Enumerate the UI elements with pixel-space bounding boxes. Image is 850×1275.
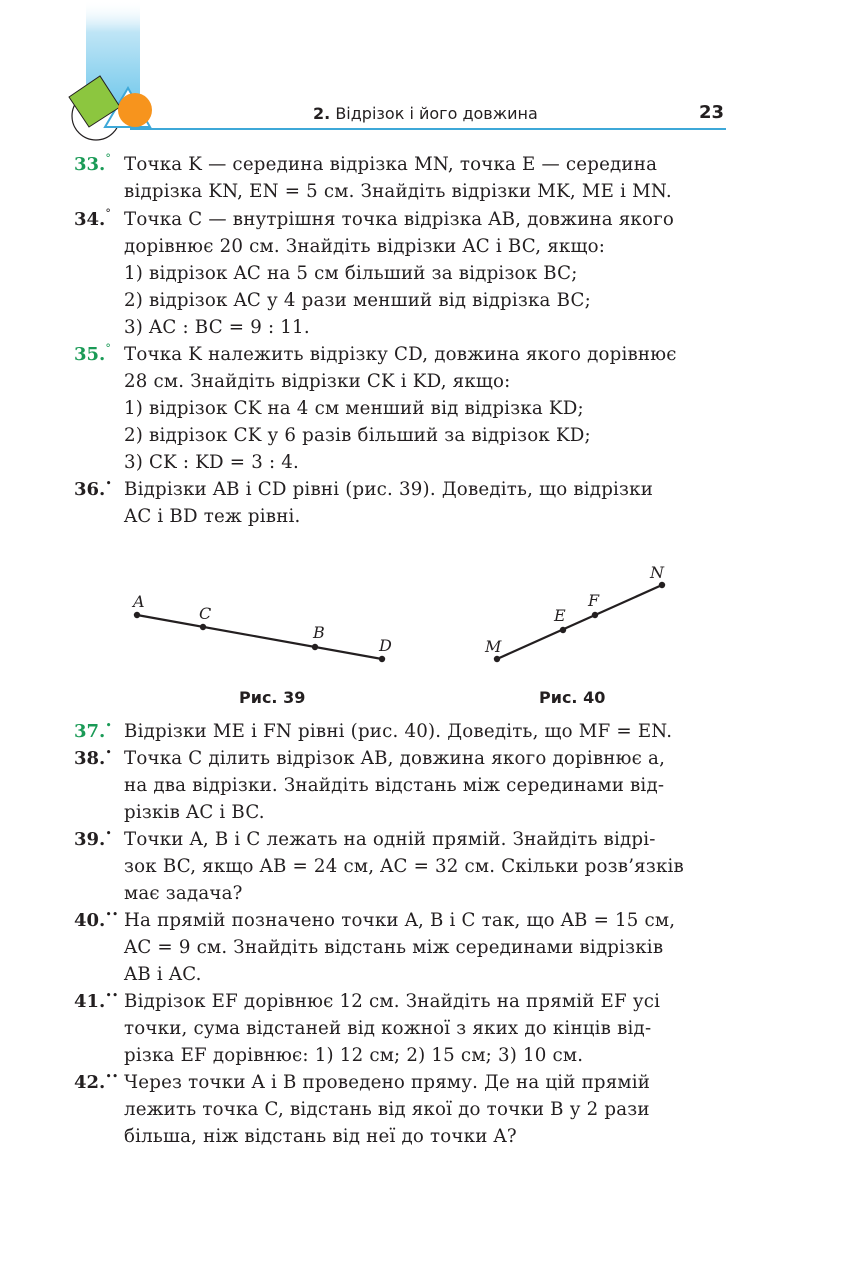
segment-mn bbox=[497, 585, 662, 659]
problem-line: Відрізки ME і FN рівні (рис. 40). Доведіть, що MF = EN. bbox=[124, 721, 673, 742]
problem-text bbox=[124, 206, 728, 341]
label-e: E bbox=[554, 606, 566, 625]
header-rule bbox=[130, 128, 726, 130]
problem-text bbox=[124, 907, 728, 988]
figure-40-caption: Рис. 40 bbox=[539, 688, 606, 707]
problem-line: Точка C ділить відрізок AB, довжина якого дорівнює a, bbox=[124, 748, 666, 769]
problem-text bbox=[124, 151, 728, 205]
label-m: M bbox=[485, 637, 502, 656]
problem-line: Точки A, B і C лежать на одній прямій. Знайдіть відрі- bbox=[124, 829, 656, 850]
problem-text bbox=[124, 718, 728, 745]
label-d: D bbox=[379, 636, 392, 655]
problem-line: 1) відрізок CK на 4 см менший від відрізка KD; bbox=[124, 398, 584, 419]
problem-line: Відрізки AB і CD рівні (рис. 39). Доведіть, що відрізки bbox=[124, 479, 654, 500]
point-f bbox=[592, 612, 598, 618]
problem-number: 34.° bbox=[74, 207, 111, 230]
problem-line: Точка C — внутрішня точка відрізка AB, довжина якого bbox=[124, 209, 675, 230]
problem-line: Через точки A і B проведено пряму. Де на цій прямій bbox=[124, 1072, 651, 1093]
problem-line: 1) відрізок AC на 5 см більший за відрізок BC; bbox=[124, 263, 578, 284]
problem-line: більша, ніж відстань від неї до точки A? bbox=[124, 1126, 517, 1147]
problem-line: 2) відрізок CK у 6 разів більший за відрізок KD; bbox=[124, 425, 591, 446]
problem-line: AC і BD теж рівні. bbox=[124, 506, 301, 527]
label-c: C bbox=[199, 604, 212, 623]
problem-number: 40.•• bbox=[74, 908, 119, 931]
running-header bbox=[130, 98, 726, 130]
problem-number: 33.° bbox=[74, 152, 111, 175]
segment-ad bbox=[137, 615, 382, 659]
problem-text bbox=[124, 745, 728, 826]
point-b bbox=[312, 644, 318, 650]
problem-line: точки, сума відстаней від кожної з яких до кінців від- bbox=[124, 1018, 652, 1039]
problem-line: AB і AC. bbox=[124, 964, 202, 985]
problem-line: відрізка KN, EN = 5 см. Знайдіть відрізки MK, ME і MN. bbox=[124, 181, 672, 202]
problem-line: Відрізок EF дорівнює 12 см. Знайдіть на прямій EF усі bbox=[124, 991, 661, 1012]
problem-line: лежить точка C, відстань від якої до точки B у 2 рази bbox=[124, 1099, 650, 1120]
problem-line: 28 см. Знайдіть відрізки CK і KD, якщо: bbox=[124, 371, 511, 392]
point-n bbox=[659, 582, 665, 588]
point-m bbox=[494, 656, 500, 662]
label-b: B bbox=[313, 623, 325, 642]
problem-text bbox=[124, 1069, 728, 1150]
point-d bbox=[379, 656, 385, 662]
problem-line: різка EF дорівнює: 1) 12 см; 2) 15 см; 3) 10 см. bbox=[124, 1045, 584, 1066]
problem-line: AC = 9 см. Знайдіть відстань між серединами відрізків bbox=[124, 937, 664, 958]
problem-line: зок BC, якщо AB = 24 см, AC = 32 см. Скільки розв’язків bbox=[124, 856, 684, 877]
problem-text bbox=[124, 826, 728, 907]
problem-line: 3) AC : BC = 9 : 11. bbox=[124, 317, 310, 338]
problem-line: дорівнює 20 см. Знайдіть відрізки AC і BC, якщо: bbox=[124, 236, 606, 257]
problem-line: Точка K — середина відрізка MN, точка E — середина bbox=[124, 154, 658, 175]
label-n: N bbox=[650, 563, 664, 582]
problem-text bbox=[124, 476, 728, 530]
problem-number: 41.•• bbox=[74, 989, 119, 1012]
problem-number: 36.• bbox=[74, 477, 112, 500]
problem-line: Точка K належить відрізку CD, довжина якого дорівнює bbox=[124, 344, 677, 365]
problem-line: 2) відрізок AC у 4 рази менший від відрізка BC; bbox=[124, 290, 591, 311]
figure-40 bbox=[478, 560, 678, 670]
problem-number: 39.• bbox=[74, 827, 112, 850]
problem-number: 38.• bbox=[74, 746, 112, 769]
figure-39-caption: Рис. 39 bbox=[239, 688, 306, 707]
problem-line: 3) CK : KD = 3 : 4. bbox=[124, 452, 300, 473]
point-e bbox=[560, 627, 566, 633]
problem-text bbox=[124, 988, 728, 1069]
figure-39 bbox=[120, 585, 410, 675]
point-c bbox=[200, 624, 206, 630]
page-number: 23 bbox=[698, 102, 724, 123]
point-a bbox=[134, 612, 140, 618]
problem-line: на два відрізки. Знайдіть відстань між серединами від- bbox=[124, 775, 665, 796]
problem-number: 37.• bbox=[74, 719, 112, 742]
problem-line: На прямій позначено точки A, B і C так, що AB = 15 см, bbox=[124, 910, 676, 931]
problem-number: 42.•• bbox=[74, 1070, 119, 1093]
problem-text bbox=[124, 341, 728, 476]
problem-line: має задача? bbox=[124, 883, 243, 904]
problem-number: 35.° bbox=[74, 342, 111, 365]
problem-line: різків AC і BC. bbox=[124, 802, 265, 823]
section-title: 2. Відрізок і його довжина bbox=[313, 104, 538, 123]
label-a: A bbox=[133, 592, 145, 611]
label-f: F bbox=[588, 591, 600, 610]
